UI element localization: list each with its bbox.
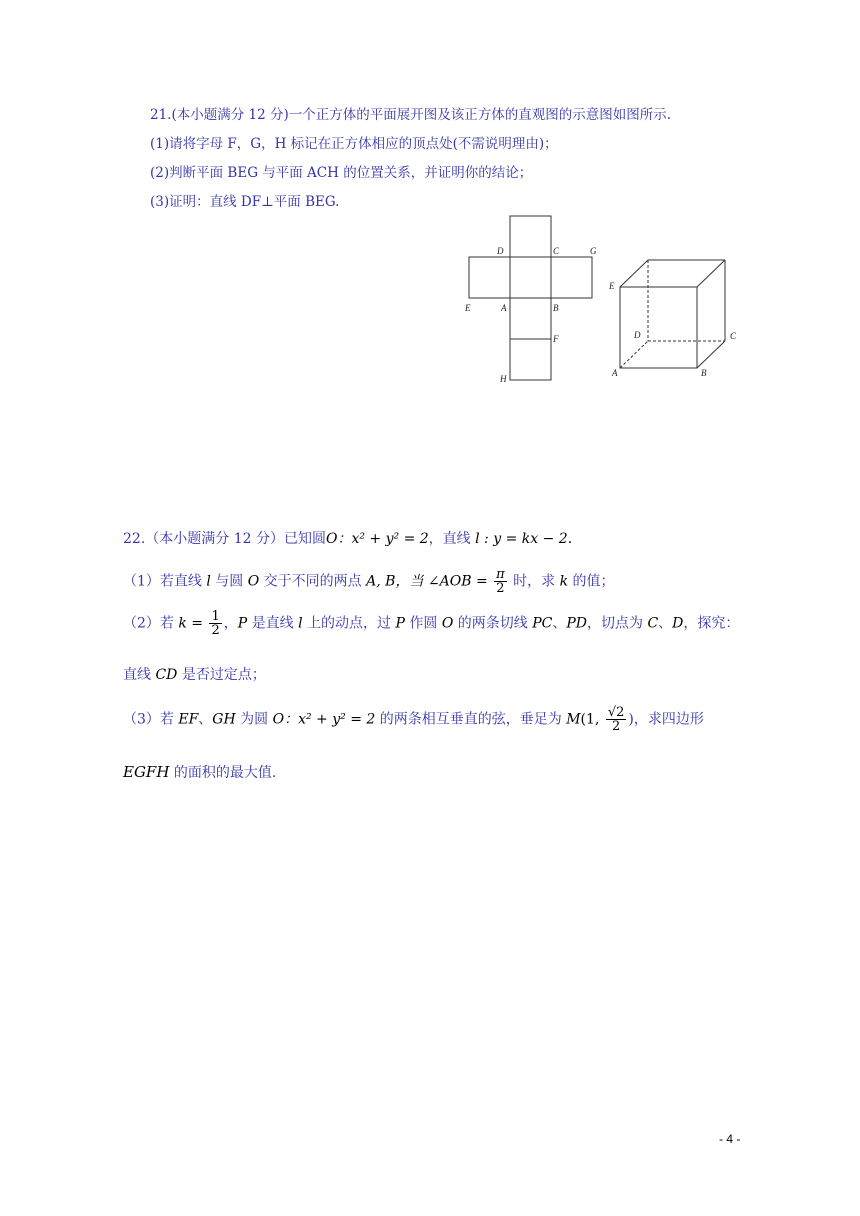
cube-label-c: C [730, 331, 737, 341]
q21-part-2: (2)判断平面 BEG 与平面 ACH 的位置关系，并证明你的结论； [150, 165, 533, 181]
q21-part-1: (1)请将字母 F，G，H 标记在正方体相应的顶点处(不需说明理由)； [150, 136, 558, 152]
cube-net-figure [460, 210, 610, 390]
net-label-a: A [501, 303, 507, 313]
net-label-g: G [590, 246, 597, 256]
page-number: - 4 - [719, 1132, 741, 1146]
q22-stem: 22.（本小题满分 12 分）已知圆O：x² + y² = 2，直线 l : y = kx − 2. [123, 531, 573, 547]
net-label-c: C [553, 246, 560, 256]
cube-label-b: B [701, 368, 707, 378]
net-label-e: E [465, 303, 471, 313]
net-label-f: F [553, 334, 559, 344]
q22-part-2: （2）若 k = $\frac{1}{2}$ ，P 是直线 l 上的动点，过 P 作圆 O 的两条切线 PC、PD，切点为 C、D，探究： [123, 609, 740, 638]
net-label-h: H [500, 374, 507, 384]
fraction-sqrt2-over-2: $\frac{√2}{2}$ [607, 705, 625, 734]
question-21 [150, 101, 671, 217]
fraction-pi-over-2: $\frac{\pi}{2}$ [496, 567, 505, 596]
q22-part-3-cont: EGFH 的面积的最大值. [123, 763, 277, 781]
q22-part-3: （3）若 EF、GH 为圆 O：x² + y² = 2 的两条相互垂直的弦，垂足为 M(1, $\frac{√2}{2}$ )，求四边形 [123, 705, 704, 734]
cube-label-e: E [609, 281, 615, 291]
cube-label-d: D [634, 330, 641, 340]
q22-part-2-cont: 直线 CD 是否过定点； [123, 667, 266, 683]
net-label-b: B [553, 303, 559, 313]
net-label-d: D [497, 246, 504, 256]
cube-figure [600, 245, 750, 385]
q22-part-1: （1）若直线 l 与圆 O 交于不同的两点 A, B，当 ∠AOB = $\frac{\pi}{2}$ 时，求 k 的值； [123, 567, 615, 596]
cube-label-a: A [612, 368, 618, 378]
fraction-one-half: $\frac{1}{2}$ [211, 609, 220, 638]
q21-stem: 21.(本小题满分 12 分)一个正方体的平面展开图及该正方体的直观图的示意图如图所示. [150, 107, 672, 123]
q21-part-3: (3)证明：直线 DF⊥平面 BEG. [150, 194, 340, 210]
